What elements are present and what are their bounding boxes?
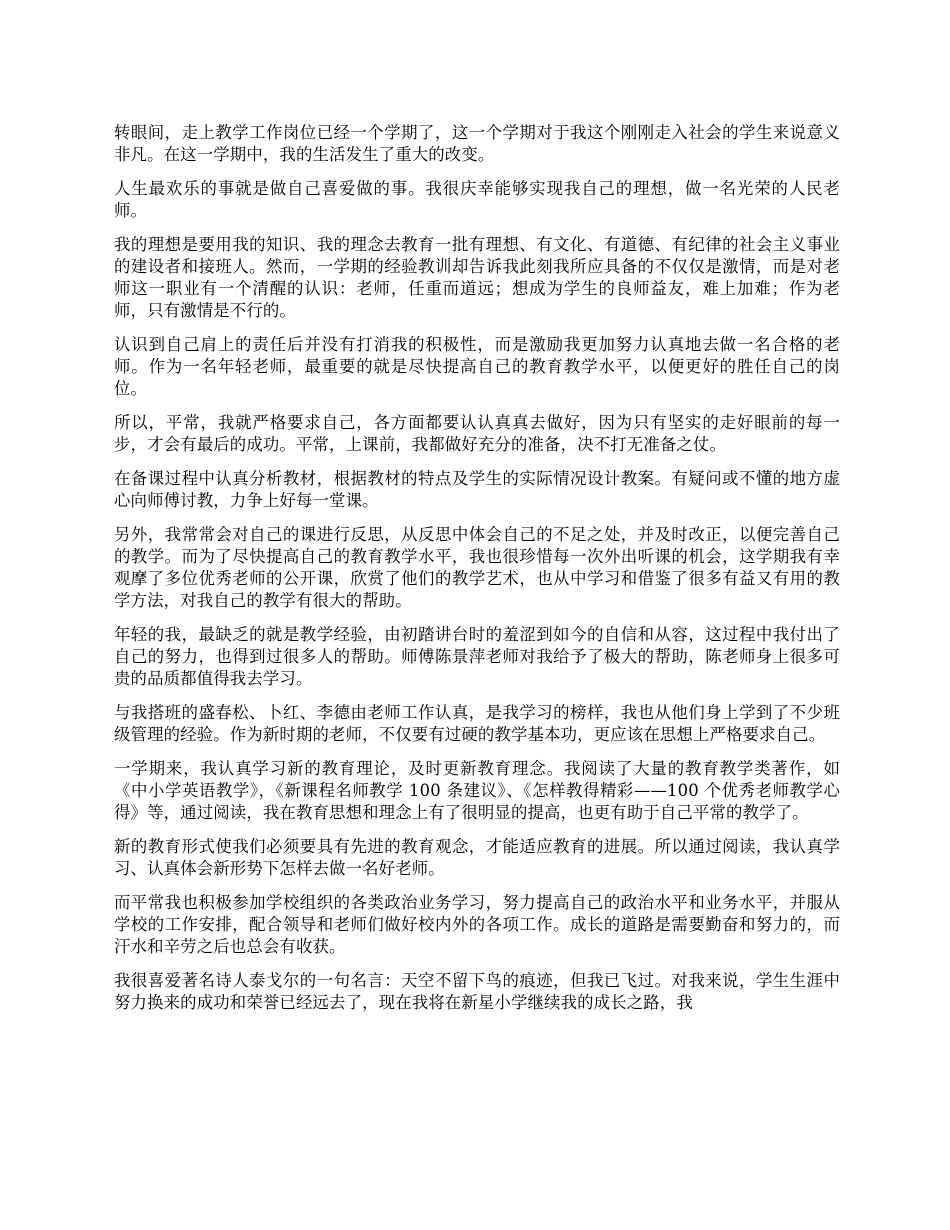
paragraph-6: 在备课过程中认真分析教材，根据教材的特点及学生的实际情况设计教案。有疑问或不懂的地方虚心向师傅讨教，力争上好每一堂课。 xyxy=(114,469,840,510)
paragraph-7: 另外，我常常会对自己的课进行反思，从反思中体会自己的不足之处，并及时改正，以便完善自己的教学。而为了尽快提高自己的教育教学水平，我也很珍惜每一次外出听课的机会，这学期我有幸观摩了多位优秀老师的公开课，欣赏了他们的教学艺术，也从中学习和借鉴了很多有益又有用的教学方法，对我自己的教学有很大的帮助。 xyxy=(114,525,840,610)
paragraph-2: 人生最欢乐的事就是做自己喜爱做的事。我很庆幸能够实现我自己的理想，做一名光荣的人民老师。 xyxy=(114,179,840,220)
paragraph-3: 我的理想是要用我的知识、我的理念去教育一批有理想、有文化、有道德、有纪律的社会主义事业的建设者和接班人。然而，一学期的经验教训却告诉我此刻我所应具备的不仅仅是激情，而是对老师这一职业有一个清醒的认识：老师，任重而道远；想成为学生的良师益友，难上加难；作为老师，只有激情是不行的。 xyxy=(114,235,840,320)
paragraph-8: 年轻的我，最缺乏的就是教学经验，由初踏讲台时的羞涩到如今的自信和从容，这过程中我付出了自己的努力，也得到过很多人的帮助。师傅陈景萍老师对我给予了极大的帮助，陈老师身上很多可贵的品质都值得我去学习。 xyxy=(114,625,840,688)
paragraph-12: 而平常我也积极参加学校组织的各类政治业务学习，努力提高自己的政治水平和业务水平，并服从学校的工作安排，配合领导和老师们做好校内外的各项工作。成长的道路是需要勤奋和努力的，而汗水和辛劳之后也总会有收获。 xyxy=(114,893,840,956)
paragraph-5: 所以，平常，我就严格要求自己，各方面都要认认真真去做好，因为只有坚实的走好眼前的每一步，才会有最后的成功。平常，上课前，我都做好充分的准备，决不打无准备之仗。 xyxy=(114,413,840,454)
paragraph-1: 转眼间，走上教学工作岗位已经一个学期了，这一个学期对于我这个刚刚走入社会的学生来说意义非凡。在这一学期中，我的生活发生了重大的改变。 xyxy=(114,123,840,164)
paragraph-10: 一学期来，我认真学习新的教育理论，及时更新教育理念。我阅读了大量的教育教学类著作，如《中小学英语教学》，《新课程名师教学 100 条建议》、《怎样教得精彩——100 个优秀老师教学心得》等，通过阅读，我在教育思想和理念上有了很明显的提高，也更有助于自己平常的教学了。 xyxy=(114,759,840,822)
paragraph-9: 与我搭班的盛春松、卜红、李德由老师工作认真，是我学习的榜样，我也从他们身上学到了不少班级管理的经验。作为新时期的老师，不仅要有过硬的教学基本功，更应该在思想上严格要求自己。 xyxy=(114,703,840,744)
paragraph-4: 认识到自己肩上的责任后并没有打消我的积极性，而是激励我更加努力认真地去做一名合格的老师。作为一名年轻老师，最重要的就是尽快提高自己的教育教学水平，以便更好的胜任自己的岗位。 xyxy=(114,335,840,398)
paragraph-13: 我很喜爱著名诗人泰戈尔的一句名言：天空不留下鸟的痕迹，但我已飞过。对我来说，学生生涯中努力换来的成功和荣誉已经远去了，现在我将在新星小学继续我的成长之路，我 xyxy=(114,971,840,1012)
document-body xyxy=(114,122,840,1026)
paragraph-11: 新的教育形式使我们必须要具有先进的教育观念，才能适应教育的进展。所以通过阅读，我认真学习、认真体会新形势下怎样去做一名好老师。 xyxy=(114,837,840,878)
